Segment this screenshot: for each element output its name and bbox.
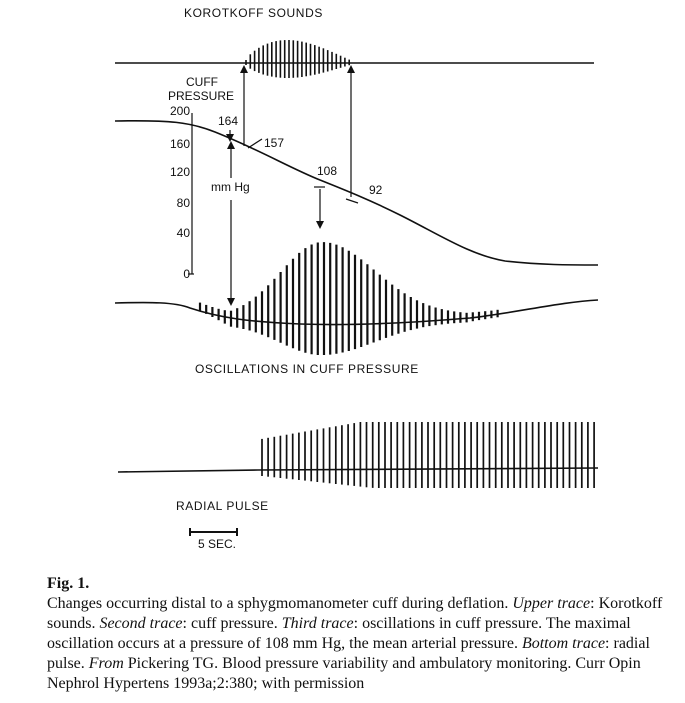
caption-second-trace: Second trace: [99, 615, 183, 632]
marker-164: 164: [218, 114, 239, 128]
scale-tick-label: 200: [169, 104, 190, 118]
korotkoff-label: KOROTKOFF SOUNDS: [184, 6, 323, 20]
scale-tick-label: 160: [169, 137, 190, 151]
marker-157-tick: [248, 139, 262, 148]
radial-label: RADIAL PULSE: [176, 499, 269, 513]
caption-text-5: : radial pulse.: [47, 635, 650, 672]
caption-text-3: : cuff pressure.: [182, 615, 282, 632]
scale-tick-label: 80: [176, 196, 190, 210]
scale-tick-label: 120: [169, 165, 190, 179]
marker-157: 157: [264, 136, 285, 150]
cuff-label-line1: CUFF: [186, 75, 218, 89]
caption-upper-trace: Upper trace: [512, 595, 591, 612]
mmhg-label: mm Hg: [211, 180, 250, 194]
figure-caption: [47, 574, 669, 694]
marker-108: 108: [317, 164, 338, 178]
oscillations-label: OSCILLATIONS IN CUFF PRESSURE: [195, 362, 419, 376]
radial-pulse-spikes: [262, 422, 594, 488]
caption-text-4: : oscillations in cuff pressure. The maximal oscillation occurs at a pressure of 108 mm Hg, the mean arterial pressure.: [47, 615, 631, 652]
radial-baseline-flat: [118, 470, 258, 472]
caption-text-2: : Korotkoff sounds.: [47, 595, 663, 632]
oscillation-spikes: [200, 242, 498, 355]
scale-tick-label: 40: [176, 226, 190, 240]
time-scale-label: 5 SEC.: [198, 537, 237, 551]
caption-from: From: [88, 655, 124, 672]
caption-text-6: Pickering TG. Blood pressure variability and ambulatory monitoring. Curr Opin Nephrol Hypertens 1993a;2:380; with permission: [47, 655, 641, 692]
caption-third-trace: Third trace: [281, 615, 354, 632]
marker-92-tick: [346, 199, 358, 203]
figure-number: Fig. 1.: [47, 575, 90, 592]
korotkoff-spikes: [246, 40, 349, 78]
scale-tick-label: 0: [183, 267, 190, 281]
caption-bottom-trace: Bottom trace: [521, 635, 606, 652]
caption-text-1: Changes occurring distal to a sphygmomanometer cuff during deflation.: [47, 595, 513, 612]
marker-92: 92: [369, 183, 383, 197]
oscillation-baseline: [115, 300, 598, 325]
cuff-label-line2: PRESSURE: [168, 89, 235, 103]
